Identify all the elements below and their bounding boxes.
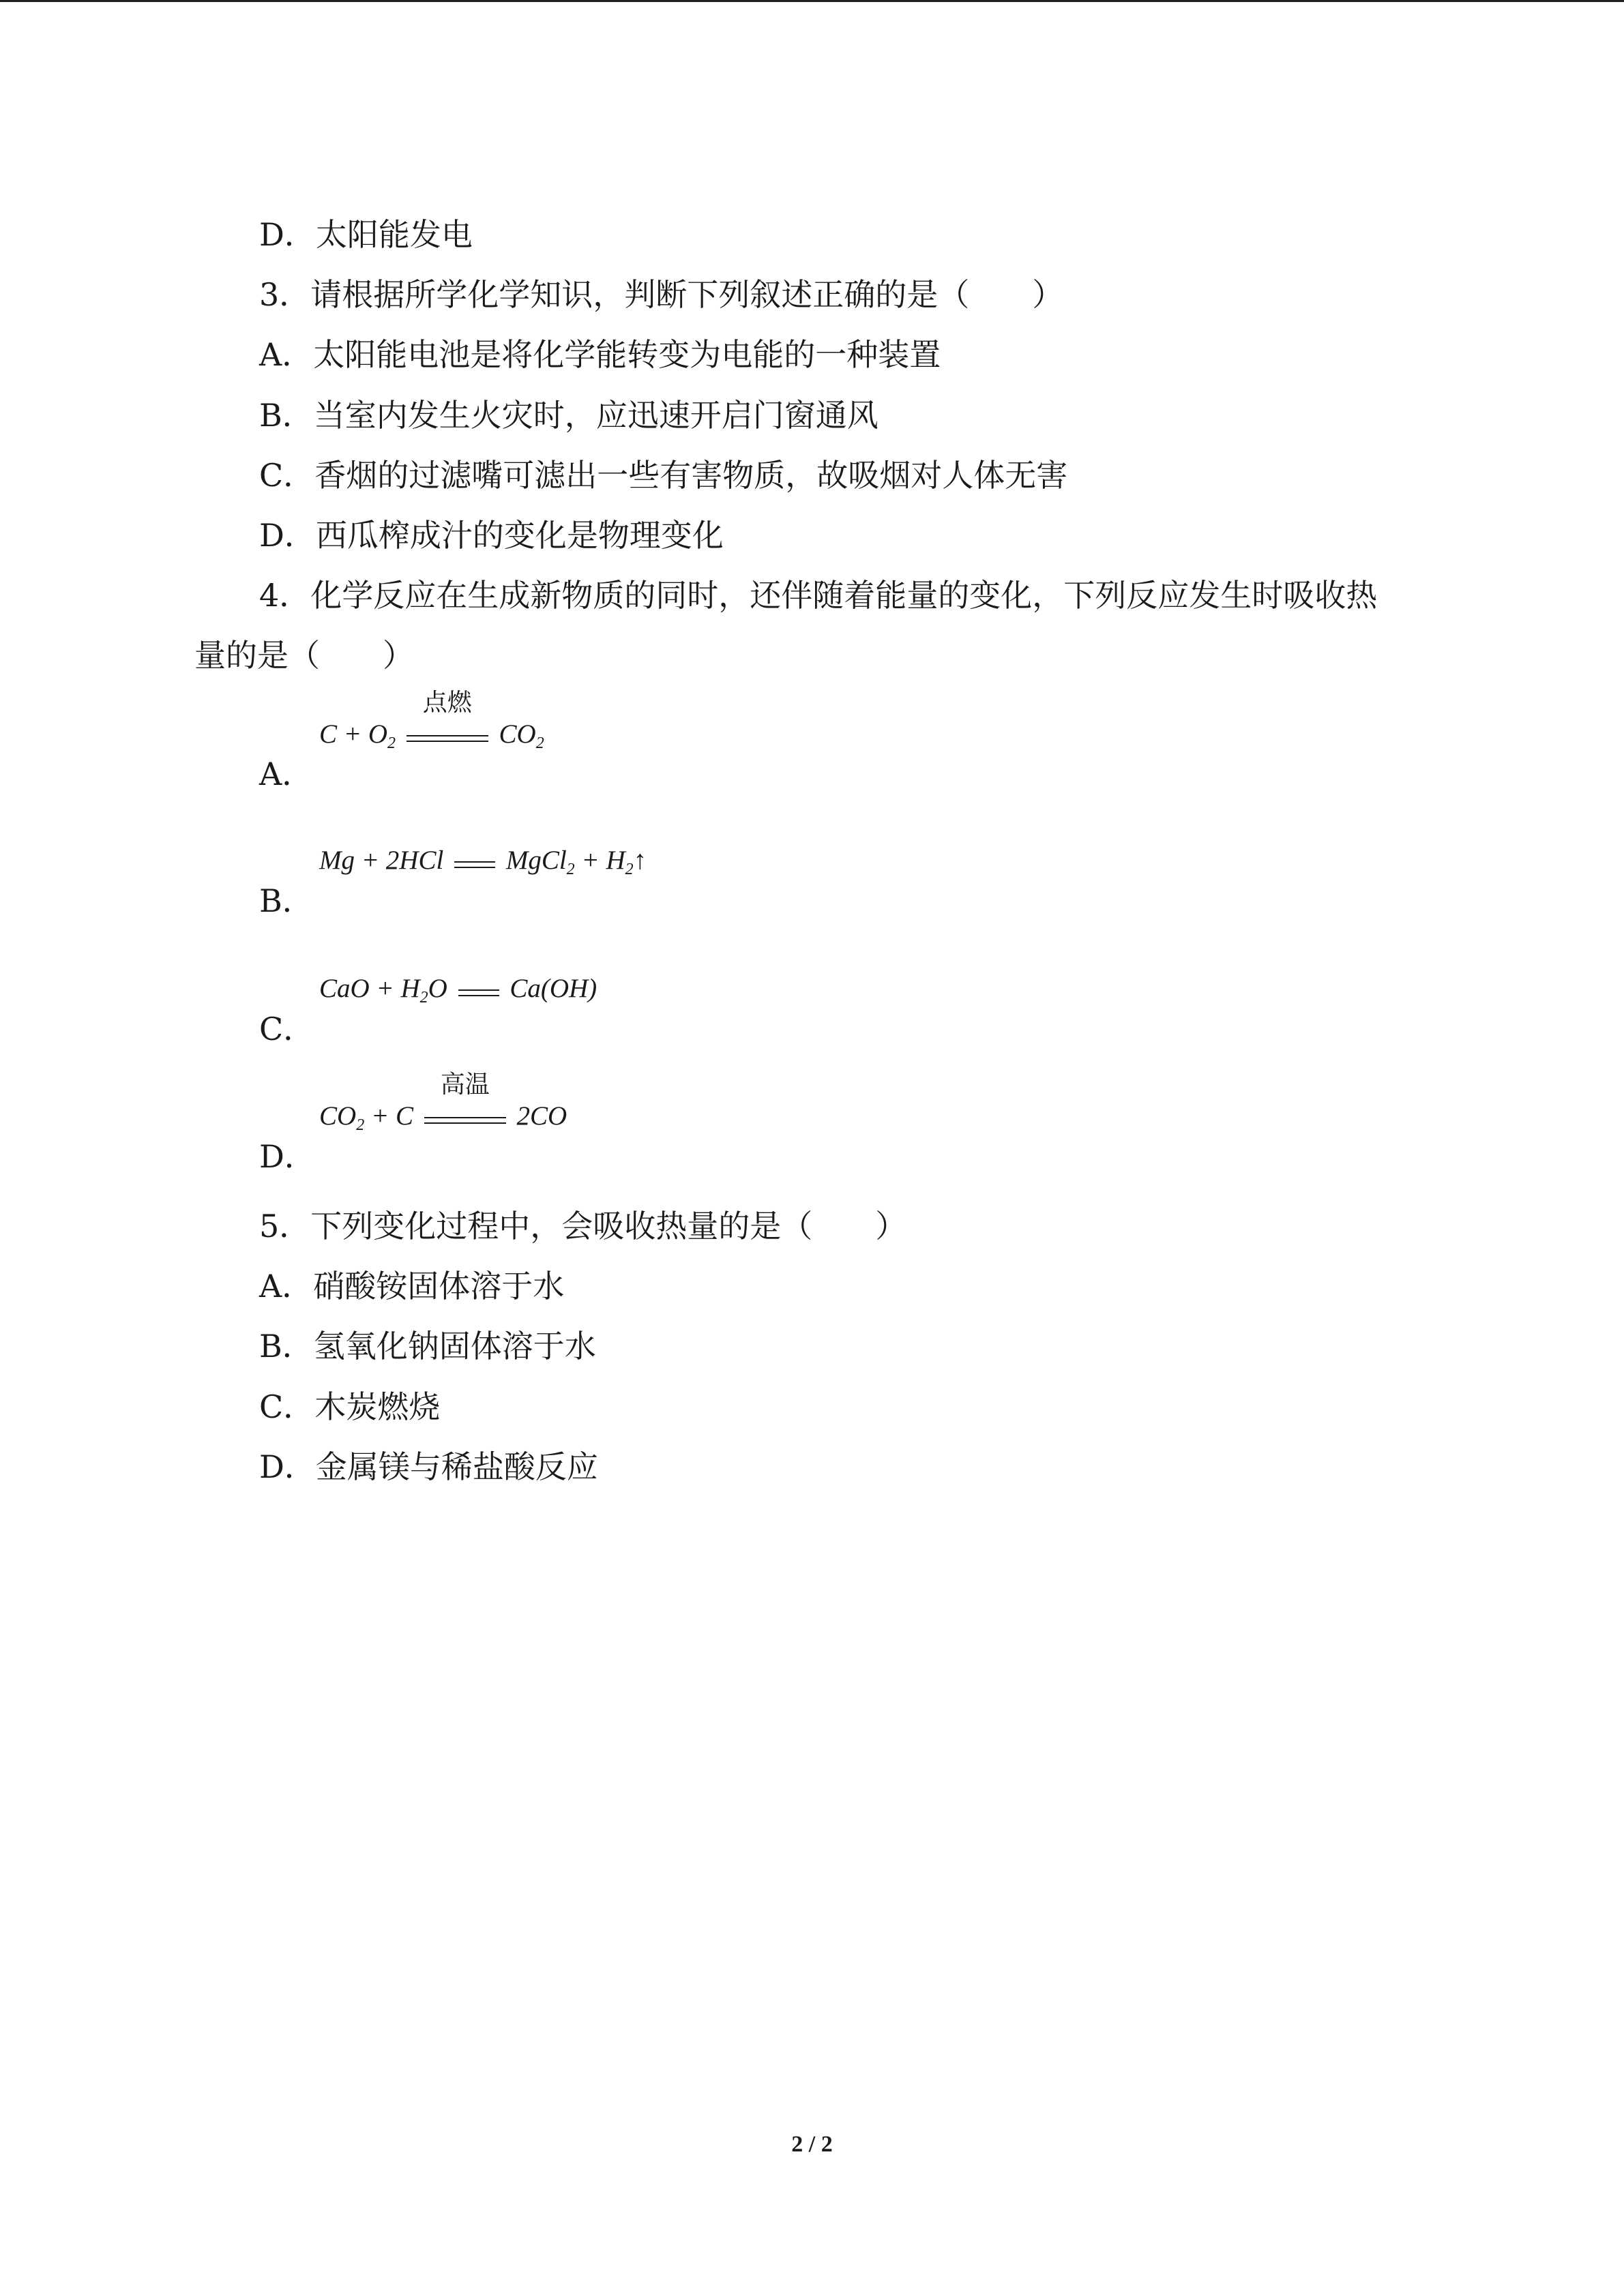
q3-option-a: A．太阳能电池是将化学能转变为电能的一种装置 [259, 336, 941, 373]
formula-c-link [458, 974, 499, 1008]
q4-option-d-label: D． [259, 1138, 316, 1175]
formula-b-right: MgCl [505, 846, 567, 875]
q4-formula-b [319, 844, 647, 880]
q4-option-b-label: B． [259, 882, 314, 919]
formula-b-sub1: 2 [566, 861, 575, 878]
q5-option-d: D．金属镁与稀盐酸反应 [259, 1448, 598, 1485]
q4-option-a-label: A． [259, 756, 314, 792]
q4-stem-continued: 量的是（ ） [194, 637, 414, 674]
formula-b-plus: + H [574, 846, 625, 875]
formula-b-equals [454, 861, 495, 868]
q3-option-c: C．香烟的过滤嘴可滤出一些有害物质，故吸烟对人体无害 [259, 457, 1068, 494]
formula-a-left: C + O [319, 719, 387, 749]
formula-a-sub1: 2 [387, 734, 396, 752]
page-number: 2 / 2 [791, 2132, 833, 2157]
formula-b-link [454, 846, 495, 880]
formula-b-left: Mg + 2HCl [319, 846, 444, 875]
formula-c-equals [458, 989, 499, 996]
q4-formula-a [319, 689, 544, 754]
formula-a-condition-text: 点燃 [422, 689, 472, 717]
q5-option-a: A．硝酸铵固体溶于水 [259, 1268, 565, 1304]
q3-stem: 3．请根据所学化学知识，判断下列叙述正确的是（ ） [259, 276, 1064, 313]
formula-a-condition [407, 689, 488, 754]
formula-c-right: Ca(OH) [510, 974, 597, 1003]
q5-option-b: B．氢氧化钠固体溶于水 [259, 1328, 596, 1365]
formula-d-equals [424, 1117, 506, 1124]
formula-c-left: CaO + H [319, 974, 420, 1003]
formula-d-sub1: 2 [356, 1116, 365, 1134]
formula-d-right: 2CO [516, 1101, 567, 1131]
formula-d-condition [424, 1071, 506, 1135]
formula-d-left: CO [319, 1101, 357, 1131]
q5-option-c: C．木炭燃烧 [259, 1388, 441, 1425]
formula-a-sub2: 2 [535, 734, 544, 752]
page-top-border [0, 0, 1624, 2]
formula-d-condition-text: 高温 [440, 1071, 490, 1099]
formula-c-mid: O [428, 974, 447, 1003]
formula-a-right: CO [499, 719, 536, 749]
q4-formula-c [319, 972, 597, 1008]
formula-c-sub1: 2 [419, 989, 428, 1007]
q3-option-d: D．西瓜榨成汁的变化是物理变化 [259, 517, 724, 554]
q2-option-d: D．太阳能发电 [259, 216, 473, 253]
q3-option-b: B．当室内发生火灾时，应迅速开启门窗通风 [259, 397, 879, 434]
gas-arrow-icon: ↑ [633, 846, 647, 875]
formula-d-plus: + C [364, 1101, 414, 1131]
q5-stem: 5．下列变化过程中，会吸收热量的是（ ） [259, 1208, 907, 1244]
formula-a-equals [407, 735, 488, 742]
formula-b-sub2: 2 [625, 861, 634, 878]
q4-formula-d [319, 1071, 567, 1135]
q4-option-c-label: C． [259, 1011, 315, 1047]
q4-stem: 4．化学反应在生成新物质的同时，还伴随着能量的变化，下列反应发生时吸收热 [259, 577, 1378, 614]
